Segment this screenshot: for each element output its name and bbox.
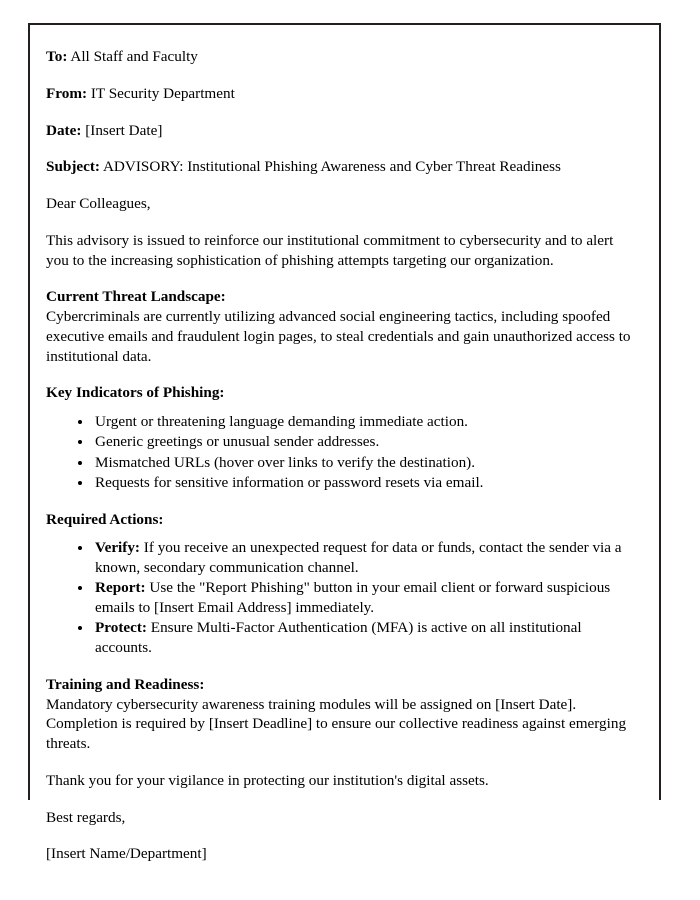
- list-item: • Requests for sensitive information or password resets via email.: [93, 473, 637, 493]
- section-heading-key-indicators: Key Indicators of Phishing:: [46, 384, 225, 402]
- memo-field-to-value: All Staff and Faculty: [70, 48, 198, 65]
- list-item: [93, 578, 637, 618]
- signature-block: [Insert Name/Department]: [46, 845, 207, 863]
- list-item-lead: Report:: [95, 579, 146, 597]
- list-item: [93, 618, 637, 658]
- list-item: • Generic greetings or unusual sender addresses.: [93, 432, 637, 452]
- section-current-threat-landscape: [46, 287, 637, 366]
- intro-paragraph: This advisory is issued to reinforce our institutional commitment to cybersecurity and to alert you to the increasing sophistication of phishing attempts targeting our organization.: [46, 231, 614, 269]
- memo-field-subject-value: ADVISORY: Institutional Phishing Awareness and Cyber Threat Readiness: [102, 158, 561, 176]
- memo-field-subject-label: Subject:: [46, 158, 100, 176]
- section-body-training: Mandatory cybersecurity awareness training modules will be assigned on [Insert Date]. Completion is required by [Insert Deadline] to ensure our collective readiness against emerging threats.: [46, 695, 627, 752]
- section-training-and-readiness: [46, 675, 637, 754]
- memo-field-subject: [46, 157, 637, 177]
- list-item-lead: Protect:: [95, 619, 147, 637]
- salutation: Dear Colleagues,: [46, 195, 151, 212]
- memo-field-from-value: IT Security Department: [90, 84, 235, 102]
- memo-field-date-value: [Insert Date]: [85, 121, 163, 139]
- list-item-text: Ensure Multi-Factor Authentication (MFA) is active on all institutional accounts.: [95, 619, 582, 656]
- required-actions-list: [46, 538, 637, 658]
- memo-body: [30, 25, 659, 864]
- memo-field-to: [46, 47, 637, 67]
- memo-field-to-label: To:: [46, 48, 68, 65]
- list-item: • Mismatched URLs (hover over links to verify the destination).: [93, 453, 637, 473]
- memo-document-frame: [28, 23, 661, 863]
- list-item: • Urgent or threatening language demanding immediate action.: [93, 412, 637, 432]
- list-item: [93, 538, 637, 578]
- sign-off: Best regards,: [46, 808, 126, 826]
- list-item-lead: Verify:: [95, 539, 140, 557]
- closing-paragraph: Thank you for your vigilance in protecting our institution's digital assets.: [46, 771, 489, 789]
- list-item-text: If you receive an unexpected request for data or funds, contact the sender via a known, secondary communication channel.: [95, 539, 622, 576]
- key-indicators-list: [46, 412, 637, 493]
- list-item-text: Use the "Report Phishing" button in your email client or forward suspicious emails to [Insert Email Address] immediately.: [95, 579, 611, 616]
- memo-field-date-label: Date:: [46, 121, 82, 139]
- memo-field-from-label: From:: [46, 84, 88, 102]
- memo-field-date: [46, 121, 637, 141]
- section-heading-threat-landscape: Current Threat Landscape:: [46, 288, 226, 306]
- memo-field-from: [46, 84, 637, 104]
- section-heading-required-actions: Required Actions:: [46, 510, 164, 528]
- section-heading-training: Training and Readiness:: [46, 675, 205, 693]
- section-body-threat-landscape: Cybercriminals are currently utilizing advanced social engineering tactics, including spoofed executive emails and fraudulent login pages, to steal credentials and gain unauthorized access to institutional data.: [46, 308, 631, 365]
